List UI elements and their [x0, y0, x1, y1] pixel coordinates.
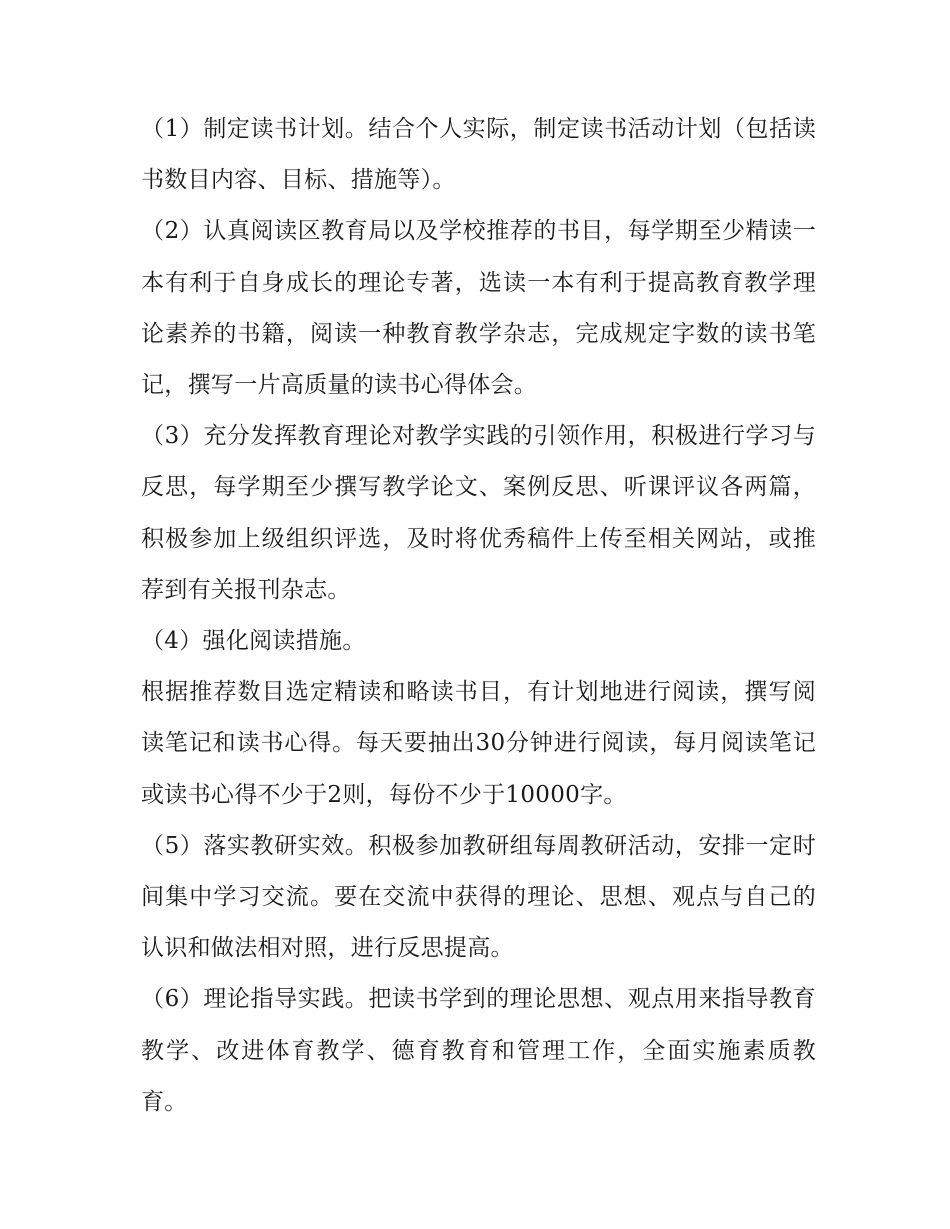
paragraph-theory-practice: （3）充分发挥教育理论对教学实践的引领作用，积极进行学习与反思，每学期至少撰写教学论文、案例反思、听课评议各两篇，积极参加上级组织评选，及时将优秀稿件上传至相关网站，或推荐到有关报刊杂志。 [141, 423, 816, 603]
paragraph-guide-practice: （6）理论指导实践。把读书学到的理论思想、观点用来指导教育教学、改进体育教学、德育教育和管理工作，全面实施素质教育。 [141, 986, 816, 1115]
paragraph-reading-schedule: 根据推荐数目选定精读和略读书目，有计划地进行阅读，撰写阅读笔记和读书心得。每天要抽出30分钟进行阅读，每月阅读笔记或读书心得不少于2则，每份不少于10000字。 [141, 679, 816, 808]
paragraph-reading-measures: （4）强化阅读措施。 [141, 628, 366, 655]
paragraph-plan: （1）制定读书计划。结合个人实际，制定读书活动计划（包括读书数目内容、目标、措施等）。 [141, 116, 816, 194]
paragraph-reading-books: （2）认真阅读区教育局以及学校推荐的书目，每学期至少精读一本有利于自身成长的理论专著，选读一本有利于提高教育教学理论素养的书籍，阅读一种教育教学杂志，完成规定字数的读书笔记，撰写一片高质量的读书心得体会。 [141, 218, 816, 399]
paragraph-research-effect: （5）落实教研实效。积极参加教研组每周教研活动，安排一定时间集中学习交流。要在交流中获得的理论、思想、观点与自己的认识和做法相对照，进行反思提高。 [141, 832, 816, 962]
document-page [141, 104, 816, 1128]
